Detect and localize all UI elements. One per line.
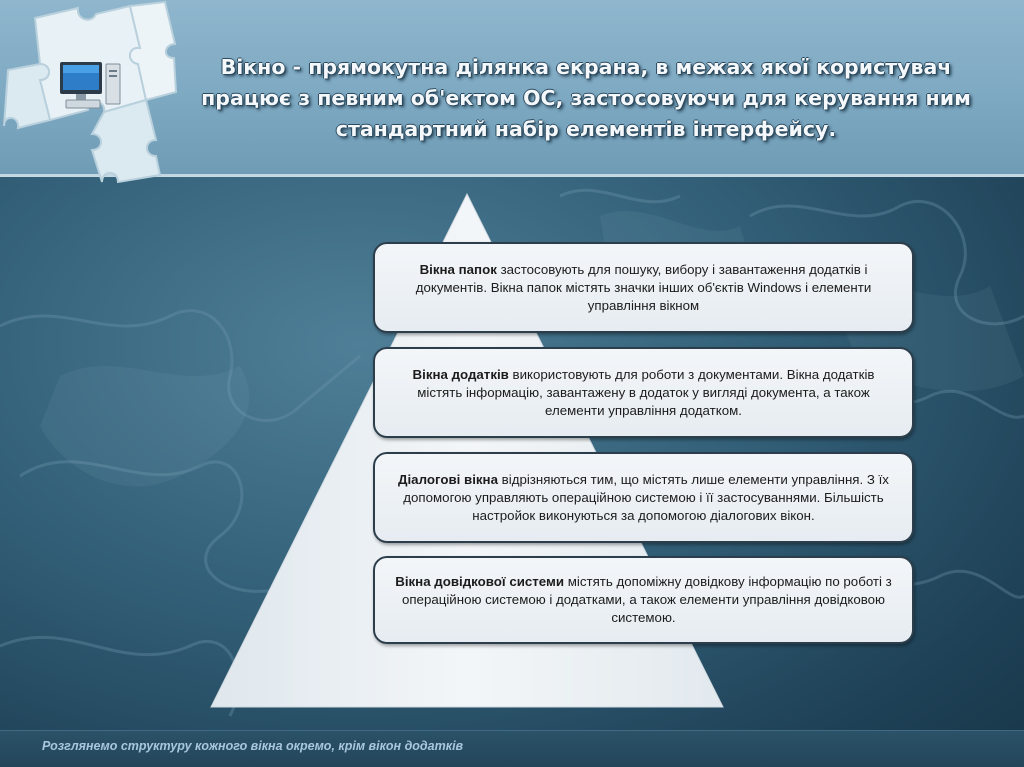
info-box-text — [389, 471, 898, 525]
info-box-folder-windows — [373, 242, 914, 333]
description-text: застосовують для пошуку, вибору і завантаження додатків і документів. Вікна папок містять значки інших об'єктів Windows і елементи управління вікном — [415, 261, 872, 313]
slide-title: Вікно - прямокутна ділянка екрана, в межах якої користувач працює з певним об'ектом ОС, застосовуючи для керування ним стандартний набір елементів інтерфейсу. — [201, 55, 971, 141]
footer-note: Розглянемо структуру кожного вікна окремо, крім вікон додатків — [42, 739, 464, 753]
info-box-application-windows — [373, 347, 914, 438]
computer-puzzle-icon — [0, 0, 180, 185]
info-box-help-windows — [373, 556, 914, 644]
description-text: використовують для роботи з документами. Вікна додатків містять інформацію, завантажену в додаток у вигляді документа, а також елементи управління додатком. — [417, 366, 875, 418]
info-box-text — [389, 366, 898, 420]
info-box-text — [389, 573, 898, 627]
info-box-text — [389, 261, 898, 315]
footer-bar — [0, 730, 1024, 767]
term-label: Діалогові вікна — [398, 471, 498, 487]
term-label: Вікна папок — [419, 261, 497, 277]
info-box-dialog-windows — [373, 452, 914, 543]
term-label: Вікна додатків — [412, 366, 509, 382]
description-text: відрізняються тим, що містять лише елементи управління. З їх допомогою управляють операційною системою і її застосуваннями. Більшість настройок виконуються за допомогою діалогових вікон. — [403, 471, 889, 523]
description-text: містять допоміжну довідкову інформацію по роботі з операційною системою і додатками, а також елементи управління довідковою системою. — [401, 574, 892, 625]
term-label: Вікна довідкової системи — [395, 574, 565, 589]
